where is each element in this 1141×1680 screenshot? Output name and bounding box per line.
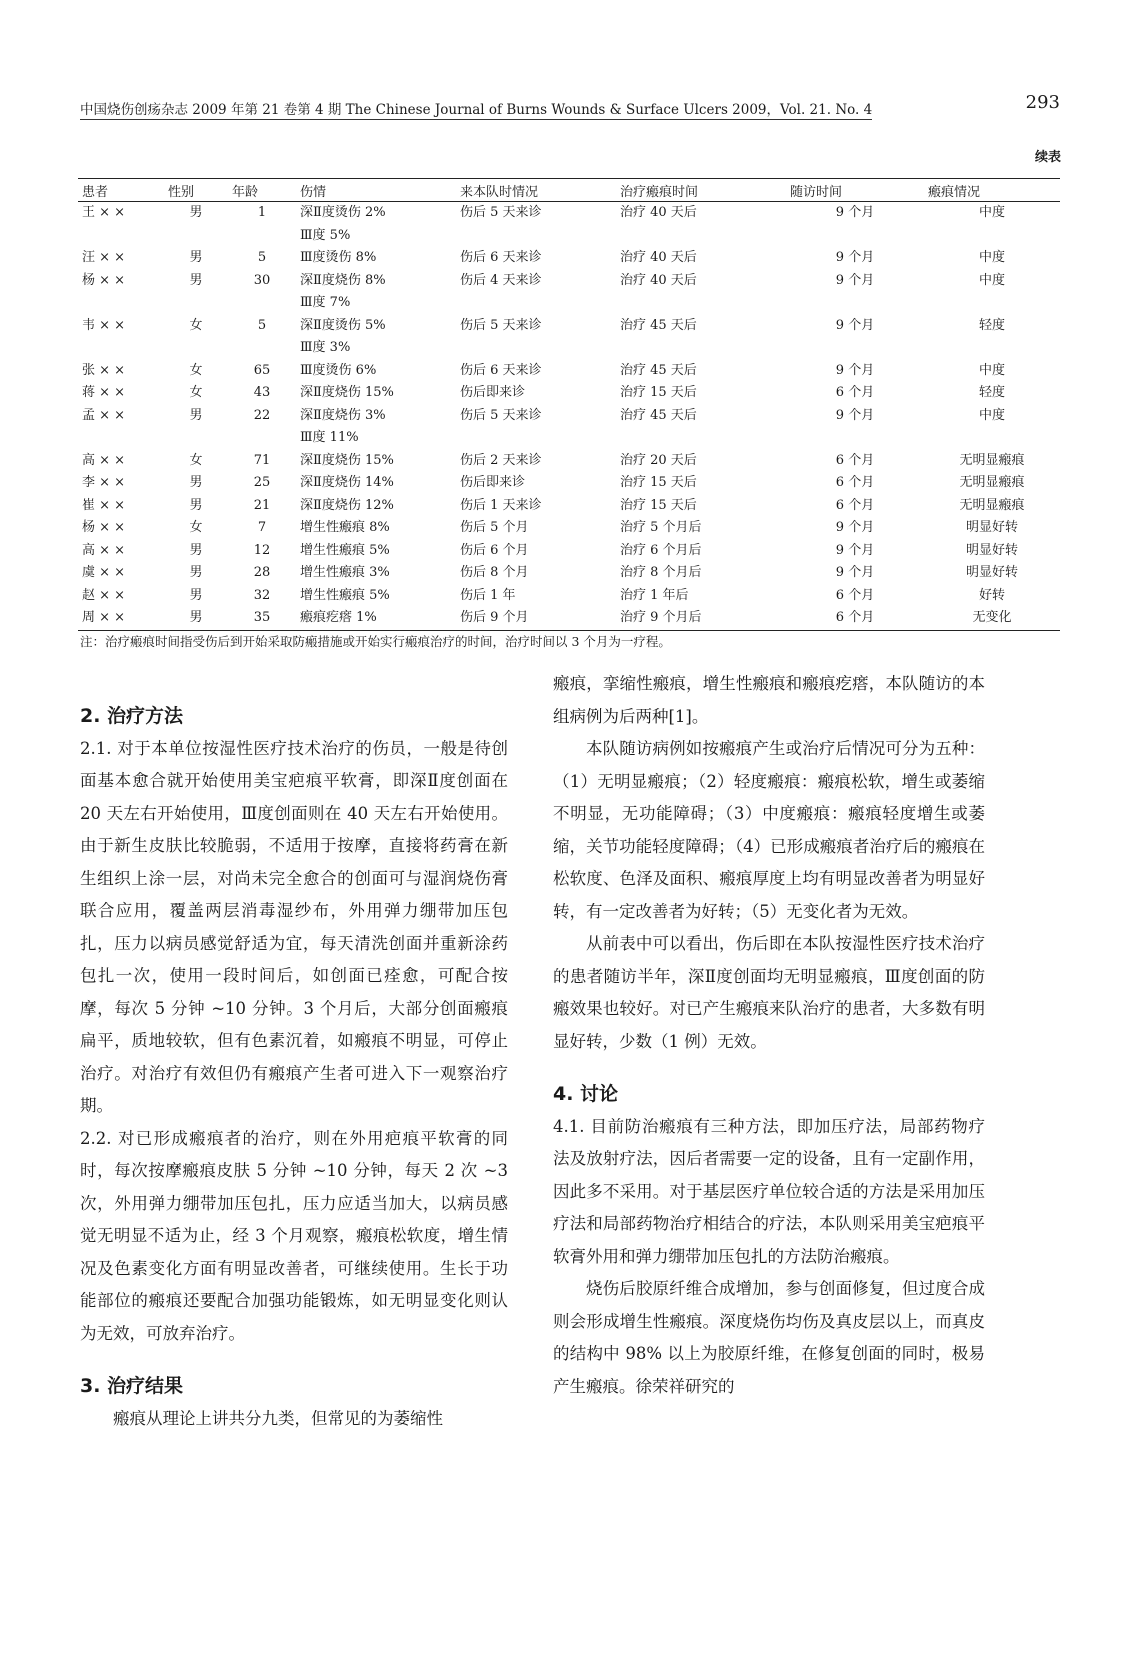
injury-line: Ⅲ度 3% (300, 340, 351, 355)
cell-age: 12 (253, 542, 271, 558)
col-header-injury: 伤情 (296, 179, 456, 202)
cell-age: 65 (253, 362, 271, 378)
cell-sex: 男 (189, 565, 203, 580)
cell-patient: 王 × × (82, 205, 126, 220)
cell-arrival: 伤后即来诊 (460, 475, 526, 490)
cell-arrival: 伤后 8 个月 (460, 565, 529, 580)
cell-scar: 中度 (978, 362, 1005, 378)
table-note: 注：治疗瘢痕时间指受伤后到开始采取防瘢措施或开始实行瘢痕治疗的时间，治疗时间以 3 个月为一疗程。 (80, 634, 671, 649)
cell-injury (296, 405, 456, 450)
table-row (78, 315, 1060, 360)
cell-injury (296, 315, 456, 360)
section-4-title: 4. 讨论 (553, 1083, 619, 1105)
cell-age: 21 (253, 497, 271, 513)
cell-injury (296, 450, 456, 473)
cell-injury (296, 495, 456, 518)
cell-patient: 杨 × × (82, 272, 126, 288)
patient-table (78, 178, 1060, 631)
cell-age: 1 (257, 205, 267, 220)
cell-age: 7 (257, 520, 267, 535)
cell-injury (296, 562, 456, 585)
cell-scar: 轻度 (978, 317, 1005, 333)
cell-age: 5 (257, 250, 267, 265)
cell-age: 71 (253, 452, 271, 468)
cell-arrival: 伤后 9 个月 (456, 607, 616, 630)
cell-age: 25 (253, 475, 271, 490)
paragraph-4-2: 烧伤后胶原纤维合成增加，参与创面修复，但过度合成则会形成增生性瘢痕。深度烧伤均伤及真皮层以上，而真皮的结构中 98% 以上为胶原纤维，在修复创面的同时，极易产生瘢痕。徐荣祥研究的 (553, 1279, 985, 1396)
cell-sex: 男 (189, 272, 203, 288)
cell-scar: 中度 (978, 272, 1005, 288)
paragraph-3-results: 从前表中可以看出，伤后即在本队按湿性医疗技术治疗的患者随访半年，深Ⅱ度创面均无明显瘢痕，Ⅲ度创面的防瘢效果也较好。对已产生瘢痕来队治疗的患者，大多数有明显好转，少数（1 例）无效。 (553, 934, 985, 1051)
cell-sex: 男 (189, 475, 203, 490)
table-row (78, 495, 1060, 518)
injury-line: 增生性瘢痕 8% (300, 520, 390, 535)
paragraph-4-1: 4.1. 目前防治瘢痕有三种方法，即加压疗法，局部药物疗法及放射疗法，因后者需要一定的设备，且有一定副作用，因此多不采用。对于基层医疗单位较合适的方法是采用加压疗法和局部药物治疗相结合的疗法，本队则采用美宝疤痕平软膏外用和弹力绷带加压包扎的方法防治瘢痕。 (553, 1116, 985, 1266)
cell-treat-time: 治疗 15 天后 (620, 475, 697, 490)
cell-scar: 轻度 (978, 385, 1005, 400)
table-row (78, 360, 1060, 383)
cell-arrival: 伤后 1 天来诊 (460, 497, 542, 513)
cell-sex: 女 (189, 362, 203, 378)
cell-age: 30 (253, 272, 271, 288)
table-row (78, 472, 1060, 495)
cell-sex: 女 (189, 317, 203, 333)
cell-arrival: 伤后 5 天来诊 (460, 205, 542, 220)
table-row (78, 247, 1060, 270)
cell-followup: 6 个月 (835, 452, 875, 468)
col-header-scar: 瘢痕情况 (924, 179, 1060, 202)
injury-line: 增生性瘢痕 5% (300, 542, 390, 558)
paragraph-3-continued: 瘢痕，挛缩性瘢痕，增生性瘢痕和瘢痕疙瘩，本队随访的本组病例为后两种[1]。 (553, 674, 985, 726)
cell-sex: 男 (189, 205, 203, 220)
cell-sex: 男 (189, 542, 203, 558)
injury-line: 深Ⅱ度烧伤 15% (300, 385, 394, 400)
table-row (78, 607, 1060, 630)
col-header-treat-time: 治疗瘢痕时间 (616, 179, 786, 202)
cell-patient: 李 × × (82, 475, 126, 490)
injury-line: 深Ⅱ度烧伤 3% (300, 407, 386, 423)
running-header (80, 92, 1060, 122)
table-row (78, 585, 1060, 608)
injury-line: 深Ⅱ度烧伤 15% (300, 452, 394, 468)
cell-patient: 蒋 × × (82, 385, 126, 400)
cell-patient: 虞 × × (82, 565, 126, 580)
cell-sex: 女 (189, 385, 203, 400)
injury-line: 深Ⅱ度烧伤 12% (300, 497, 394, 513)
cell-scar: 明显好转 (965, 520, 1018, 535)
cell-sex: 男 (189, 497, 203, 513)
cell-treat-time: 治疗 15 天后 (620, 385, 697, 400)
cell-age: 5 (257, 317, 267, 333)
cell-treat-time: 治疗 40 天后 (620, 272, 697, 288)
cell-treat-time: 治疗 45 天后 (620, 407, 697, 423)
cell-arrival: 伤后即来诊 (460, 385, 526, 400)
cell-patient: 高 × × (82, 542, 126, 558)
paragraph-3-categories: 本队随访病例如按瘢痕产生或治疗后情况可分为五种：（1）无明显瘢痕；（2）轻度瘢痕：瘢痕松软，增生或萎缩不明显，无功能障碍；（3）中度瘢痕：瘢痕轻度增生或萎缩，关节功能轻度障碍；（4）已形成瘢痕者治疗后的瘢痕在松软度、色泽及面积、瘢痕厚度上均有明显改善者为明显好转，有一定改善者为好转；（5）无变化者为无效。 (553, 739, 985, 921)
injury-line: 增生性瘢痕 3% (300, 565, 390, 580)
cell-followup: 9 个月 (835, 520, 875, 535)
cell-patient: 周 × × (78, 607, 164, 630)
cell-treat-time: 治疗 5 个月后 (620, 520, 702, 535)
cell-patient: 韦 × × (82, 317, 126, 333)
cell-arrival: 伤后 4 天来诊 (460, 272, 542, 288)
cell-age: 22 (253, 407, 271, 423)
right-column (553, 668, 985, 1403)
cell-followup: 6 个月 (835, 497, 875, 513)
cell-scar: 无明显瘢痕 (959, 452, 1025, 468)
cell-treat-time: 治疗 45 天后 (620, 317, 697, 333)
cell-patient: 张 × × (82, 362, 126, 378)
injury-line: 深Ⅱ度烫伤 2% (300, 205, 386, 220)
cell-arrival: 伤后 5 天来诊 (460, 317, 542, 333)
cell-injury (296, 202, 456, 248)
cell-followup: 9 个月 (835, 272, 875, 288)
cell-treat-time: 治疗 1 年后 (620, 587, 689, 603)
cell-followup: 9 个月 (835, 317, 875, 333)
table-row (78, 405, 1060, 450)
cell-patient: 崔 × × (82, 497, 126, 513)
left-column (80, 668, 508, 1435)
section-3-title: 3. 治疗结果 (80, 1375, 184, 1397)
cell-injury (296, 270, 456, 315)
cell-treat-time: 治疗 45 天后 (620, 362, 697, 378)
cell-injury (296, 540, 456, 563)
injury-line: Ⅲ度 7% (300, 295, 351, 310)
cell-treat-time: 治疗 9 个月后 (616, 607, 786, 630)
injury-line: Ⅲ度 5% (300, 227, 351, 243)
injury-line: 深Ⅱ度烫伤 5% (300, 317, 386, 333)
cell-arrival: 伤后 5 天来诊 (460, 407, 542, 423)
cell-patient: 杨 × × (82, 520, 126, 535)
col-header-age: 年龄 (228, 179, 296, 202)
cell-patient: 赵 × × (82, 587, 126, 603)
cell-treat-time: 治疗 20 天后 (620, 452, 697, 468)
cell-injury (296, 382, 456, 405)
cell-patient: 汪 × × (82, 250, 126, 265)
injury-line: Ⅲ度 11% (300, 430, 359, 445)
cell-scar: 中度 (978, 250, 1005, 265)
cell-followup: 6 个月 (835, 385, 875, 400)
col-header-sex: 性别 (164, 179, 228, 202)
injury-line: 深Ⅱ度烧伤 8% (300, 272, 386, 288)
cell-arrival: 伤后 2 天来诊 (460, 452, 542, 468)
injury-line: Ⅲ度烫伤 6% (300, 362, 377, 378)
cell-age: 32 (253, 587, 271, 603)
page-number: 293 (1025, 92, 1060, 113)
cell-treat-time: 治疗 15 天后 (620, 497, 697, 513)
section-2-title: 2. 治疗方法 (80, 705, 184, 727)
injury-line: 深Ⅱ度烧伤 14% (300, 475, 394, 490)
cell-followup: 9 个月 (835, 362, 875, 378)
cell-scar: 无变化 (924, 607, 1060, 630)
cell-injury (296, 360, 456, 383)
cell-followup: 9 个月 (835, 407, 875, 423)
paragraph-2-1: 2.1. 对于本单位按湿性医疗技术治疗的伤员，一般是待创面基本愈合就开始使用美宝疤痕平软膏，即深Ⅱ度创面在 20 天左右开始使用，Ⅲ度创面则在 40 天左右开始使用。由于新生皮肤比较脆弱，不适用于按摩，直接将药膏在新生组织上涂一层，对尚未完全愈合的创面可与湿润烧伤膏联合应用，覆盖两层消毒湿纱布，外用弹力绷带加压包扎，压力以病员感觉舒适为宜，每天清洗创面并重新涂药包扎一次，使用一段时间后，如创面已痊愈，可配合按摩，每次 5 分钟 ~10 分钟。3 个月后，大部分创面瘢痕扁平，质地较软，但有色素沉着，如瘢痕不明显，可停止治疗。对治疗有效但仍有瘢痕产生者可进入下一观察治疗期。 (80, 738, 508, 1115)
cell-scar: 明显好转 (965, 542, 1018, 558)
cell-treat-time: 治疗 40 天后 (620, 250, 697, 265)
cell-followup: 6 个月 (835, 475, 875, 490)
table-row (78, 540, 1060, 563)
cell-age: 43 (253, 385, 271, 400)
table-header-row (78, 179, 1060, 202)
cell-treat-time: 治疗 6 个月后 (620, 542, 702, 558)
col-header-patient: 患者 (78, 179, 164, 202)
cell-followup: 9 个月 (835, 565, 875, 580)
injury-line: 增生性瘢痕 5% (300, 587, 390, 603)
cell-sex: 女 (189, 452, 203, 468)
cell-scar: 中度 (978, 407, 1005, 423)
cell-sex: 男 (189, 407, 203, 423)
cell-injury (296, 607, 456, 630)
cell-followup: 9 个月 (835, 542, 875, 558)
cell-treat-time: 治疗 8 个月后 (620, 565, 702, 580)
cell-sex: 男 (189, 250, 203, 265)
cell-sex: 女 (189, 520, 203, 535)
cell-injury (296, 517, 456, 540)
cell-treat-time: 治疗 40 天后 (620, 205, 697, 220)
cell-arrival: 伤后 5 个月 (460, 520, 529, 535)
table-row (78, 450, 1060, 473)
paragraph-2-2: 2.2. 对已形成瘢痕者的治疗，则在外用疤痕平软膏的同时，每次按摩瘢痕皮肤 5 分钟 ~10 分钟，每天 2 次 ~3 次，外用弹力绷带加压包扎，压力应适当加大，以病员感觉无明显不适为止，经 3 个月观察，瘢痕松软度，增生情况及色素变化方面有明显改善者，可继续使用。生长于功能部位的瘢痕还要配合加强功能锻炼，如无明显变化则认为无效，可放弃治疗。 (80, 1128, 508, 1343)
table-row (78, 562, 1060, 585)
cell-age: 35 (228, 607, 296, 630)
cell-sex: 男 (164, 607, 228, 630)
journal-title: 中国烧伤创疡杂志 2009 年第 21 卷第 4 期 The Chinese Journal of Burns Wounds & Surface Ulcers 2009，Vol. 21. No. 4 (80, 98, 872, 120)
cell-arrival: 伤后 1 年 (460, 587, 516, 603)
cell-scar: 明显好转 (965, 565, 1018, 580)
cell-scar: 中度 (978, 205, 1005, 220)
cell-arrival: 伤后 6 天来诊 (460, 362, 542, 378)
table-row (78, 270, 1060, 315)
cell-injury (296, 472, 456, 495)
cell-followup: 9 个月 (835, 205, 875, 220)
table-row (78, 517, 1060, 540)
cell-followup: 6 个月 (835, 587, 875, 603)
cell-patient: 孟 × × (82, 407, 126, 423)
col-header-followup: 随访时间 (786, 179, 924, 202)
col-header-arrival: 来本队时情况 (456, 179, 616, 202)
cell-scar: 好转 (978, 587, 1005, 603)
table-row (78, 202, 1060, 248)
cell-patient: 高 × × (82, 452, 126, 468)
cell-scar: 无明显瘢痕 (959, 497, 1025, 513)
table-row (78, 382, 1060, 405)
cell-injury (296, 247, 456, 270)
injury-line: 瘢痕疙瘩 1% (300, 610, 377, 625)
cell-scar: 无明显瘢痕 (959, 475, 1025, 490)
table-continued-label: 续表 (1034, 150, 1061, 165)
cell-age: 28 (253, 565, 271, 580)
cell-sex: 男 (189, 587, 203, 603)
cell-injury (296, 585, 456, 608)
paragraph-3-start: 瘢痕从理论上讲共分九类，但常见的为萎缩性 (113, 1408, 443, 1428)
cell-arrival: 伤后 6 天来诊 (460, 250, 542, 265)
injury-line: Ⅲ度烫伤 8% (300, 250, 377, 265)
cell-followup: 9 个月 (835, 250, 875, 265)
cell-followup: 6 个月 (786, 607, 924, 630)
cell-arrival: 伤后 6 个月 (460, 542, 529, 558)
